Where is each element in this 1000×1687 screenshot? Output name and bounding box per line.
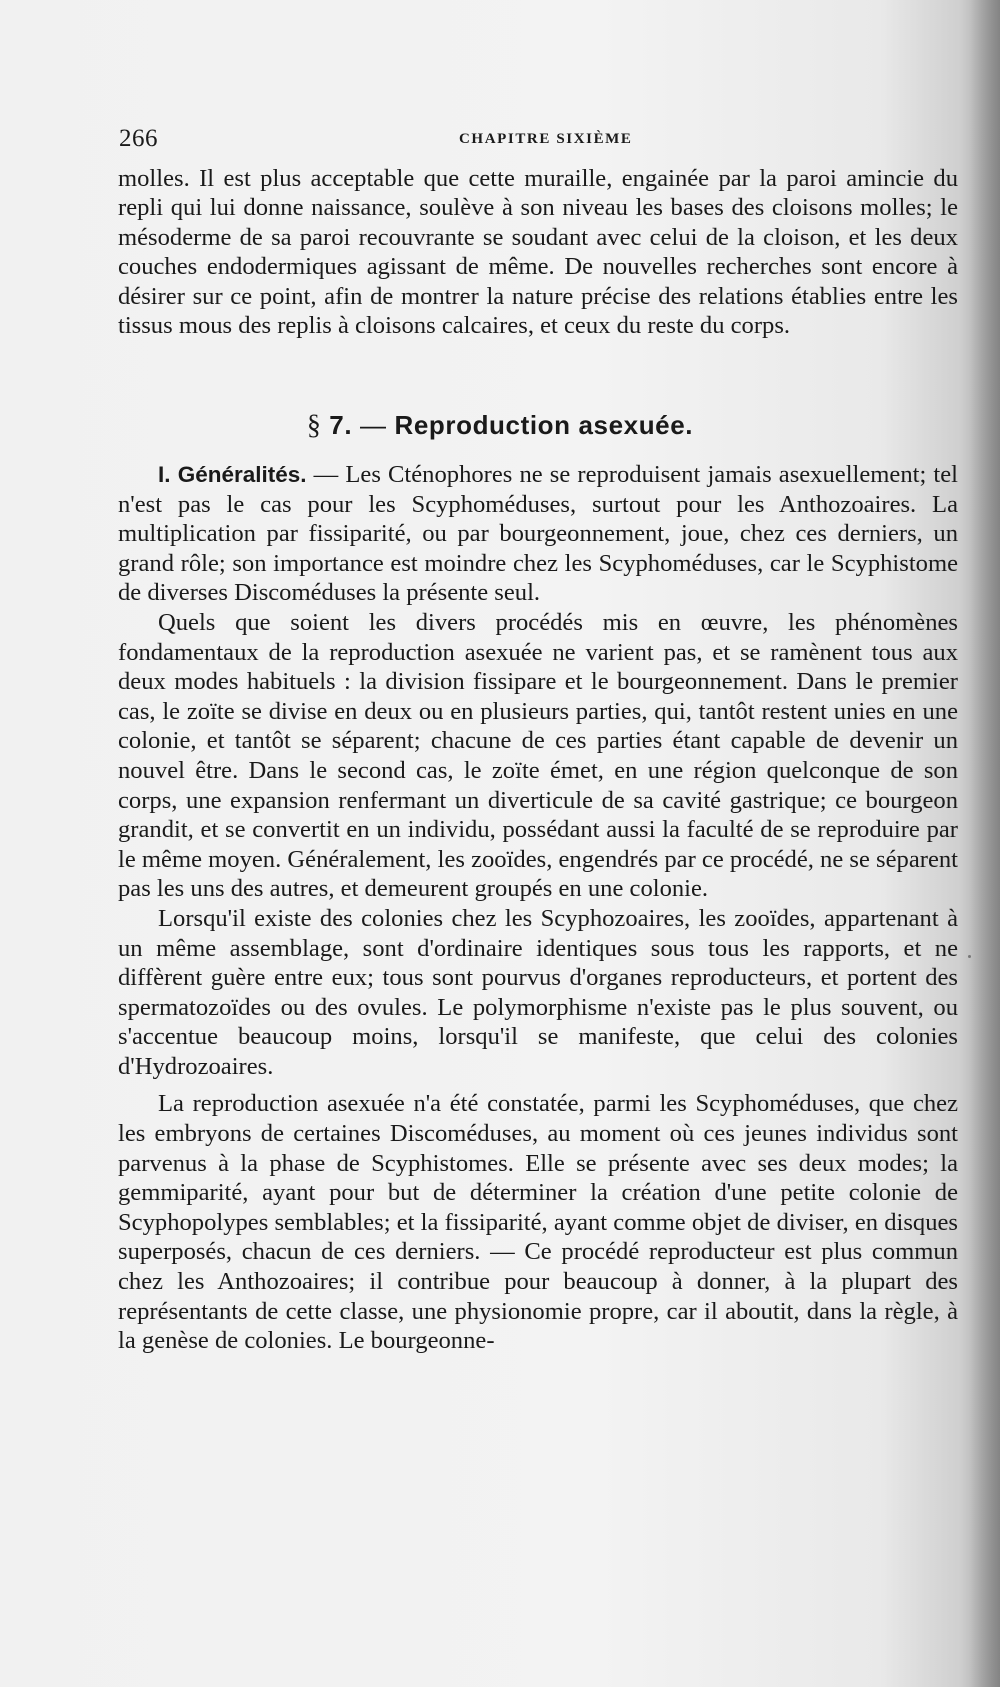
section-separator: — bbox=[360, 410, 387, 440]
subsection-heading: I. Généralités. bbox=[158, 462, 307, 487]
section-body bbox=[118, 460, 958, 1356]
running-head bbox=[119, 124, 957, 154]
paragraph: Quels que soient les divers procédés mis en œuvre, les phénomènes fondamentaux de la reproduction asexuée ne varient pas, et se ramènent tous aux deux modes habituels : la division fissipare et le bourgeonnement. Dans le premier cas, le zoïte se divise en deux ou en plusieurs parties, qui, tantôt restent unies en une colonie, et tantôt se séparent; chacune de ces parties étant capable de devenir un nouvel être. Dans le second cas, le zoïte émet, en une région quelconque de son corps, une expansion renfermant un diverticule de sa cavité gastrique; ce bourgeon grandit, et se convertit en un individu, possédant aussi la faculté de se reproduire par le même moyen. Généralement, les zooïdes, engendrés par ce procédé, ne se séparent pas les uns des autres, et demeurent groupés en une colonie. bbox=[118, 608, 958, 903]
paragraph: Lorsqu'il existe des colonies chez les Scyphozoaires, les zooïdes, appartenant à un même assemblage, sont d'ordinaire identiques sous tous les rapports, et ne diffèrent guère entre eux; tous sont pourvus d'organes reproducteurs, et portent des spermatozoïdes ou des ovules. Le polymorphisme n'existe pas le plus souvent, ou s'accentue beaucoup moins, lorsqu'il se manifeste, que celui des colonies d'Hydrozoaires. bbox=[118, 904, 958, 1080]
section-sign: § bbox=[306, 410, 322, 441]
paragraph: molles. Il est plus acceptable que cette muraille, engainée par la paroi amincie du repli qui lui donne naissance, soulève à son niveau les bases des cloisons molles; le mésoderme de sa paroi recouvrante se soudant avec celui de la cloison, et les deux couches endodermiques agissant de même. De nouvelles recherches sont encore à désirer sur ce point, afin de montrer la nature précise des relations établies entre les tissus mous des replis à cloisons calcaires, et ceux du reste du corps. bbox=[118, 165, 958, 340]
subsection-separator: — bbox=[313, 461, 339, 488]
section-number: 7. bbox=[329, 410, 353, 440]
paragraph bbox=[118, 460, 958, 608]
section-title: Reproduction asexuée. bbox=[394, 410, 694, 440]
page-edge-shadow bbox=[970, 0, 1000, 1687]
chapter-title: CHAPITRE SIXIÈME bbox=[459, 131, 633, 147]
page-number: 266 bbox=[119, 125, 158, 152]
paragraph: La reproduction asexuée n'a été constatée, parmi les Scyphoméduses, que chez les embryons de certaines Discoméduses, au moment où ces jeunes individus sont parvenus à la phase de Scyphistomes. Elle se présente avec ses deux modes; la gemmiparité, ayant pour but de déterminer la création d'une petite colonie de Scyphopolypes semblables; et la fissiparité, ayant comme objet de diviser, en disques superposés, chacun de ces derniers. — Ce procédé reproducteur est plus commun chez les Anthozoaires; il contribue pour beaucoup à donner, à la plupart des représentants de cette classe, une physionomie propre, car il aboutit, dans la règle, à la genèse de colonies. Le bourgeonne- bbox=[118, 1090, 958, 1355]
section-heading bbox=[0, 408, 1000, 443]
paragraph-text: Les Cténophores ne se reproduisent jamais asexuellement; tel n'est pas le cas pour les Scyphoméduses, surtout pour les Anthozoaires. La multiplication par fissiparité, ou par bourgeonnement, joue, chez ces derniers, un grand rôle; son importance est moindre chez les Scyphoméduses, car le Scyphistome de diverses Discoméduses la présente seul. bbox=[118, 461, 958, 607]
opening-paragraph-block bbox=[118, 164, 958, 340]
